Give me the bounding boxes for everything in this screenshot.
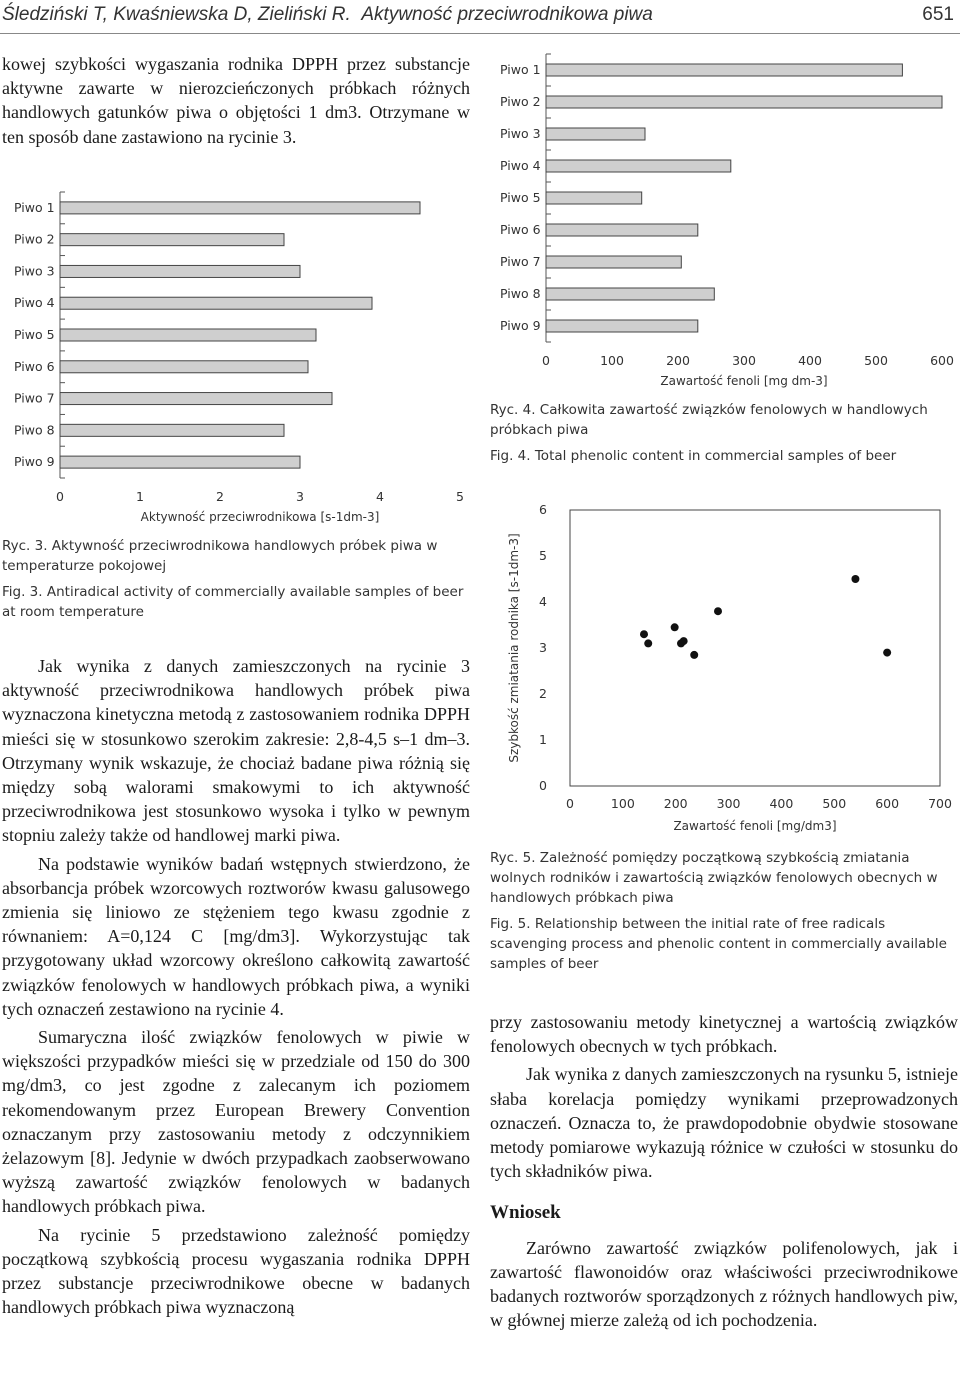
x-tick-label: 300	[716, 796, 741, 811]
bar	[60, 393, 332, 405]
category-label: Piwo 5	[14, 327, 55, 342]
header-rule	[0, 33, 960, 34]
x-tick-label: 700	[928, 796, 952, 811]
paragraph: Zarówno zawartość związków polifenolowych, jak i zawartość flawonoidów oraz właściwości przeciwrodnikowe badanych roztworów sporządzonych z różnych handlowych piw, w głównej mierze zależą od ich pochodzenia.	[490, 1237, 958, 1331]
x-axis-label: Aktywność przeciwrodnikowa [s-1dm-3]	[140, 510, 380, 524]
figure-4-bar-chart	[488, 52, 960, 397]
section-heading: Wniosek	[490, 1202, 561, 1224]
paragraph: Na rycinie 5 przedstawiono zależność pomiędzy początkową szybkością procesu wygaszania rodnika DPPH przez substancje przeciwrodnikowe obecne w badanych handlowych próbkach piwa wyznaczoną	[2, 1224, 470, 1318]
running-header	[0, 4, 960, 30]
y-axis-label: Szybkość zmiatania rodnika [s-1dm-3]	[507, 533, 521, 763]
y-tick-label: 3	[539, 640, 547, 655]
x-tick-label: 0	[566, 796, 574, 811]
x-axis-label: Zawartość fenoli [mg/dm3]	[673, 819, 837, 833]
data-point	[690, 651, 698, 659]
figure-5-caption-pl: Ryc. 5. Zależność pomiędzy początkową szybkością zmiatania wolnych rodników i zawartością związków fenolowych obecnych w handlowych próbkach piwa	[490, 850, 938, 906]
y-tick-label: 6	[539, 502, 547, 517]
x-tick-label: 100	[600, 353, 624, 368]
category-label: Piwo 3	[14, 263, 55, 279]
y-tick-label: 5	[539, 548, 547, 563]
bar	[546, 192, 642, 204]
category-label: Piwo 4	[14, 295, 55, 311]
bar	[546, 288, 714, 300]
category-label: Piwo 6	[500, 222, 541, 237]
figure-5-caption-en: Fig. 5. Relationship between the initial rate of free radicals scavenging process and phenolic content in commercially available samples of beer	[490, 916, 947, 972]
category-label: Piwo 9	[14, 454, 55, 470]
header-title: Aktywność przeciwrodnikowa piwa	[361, 4, 653, 25]
paragraph: Jak wynika z danych zamieszczonych na rycinie 3 aktywność przeciwrodnikowa handlowych próbek piwa wyznaczona kinetyczna metodą z zastosowaniem rodnika DPPH mieści się w stosunkowo szerokim zakresie: 2,8-4,5 s–1 dm–3. Otrzymany wynik wskazuje, że chociaż badane piwa różnią się między sobą walorami smakowymi to ich aktywność przeciwrodnikowa jest stosunkowo wysoka i tylko w pewnym stopniu zależy także od handlowej marki piwa.	[2, 656, 470, 846]
category-label: Piwo 2	[500, 94, 541, 109]
bar	[60, 234, 284, 246]
data-point	[883, 649, 891, 657]
data-point	[680, 637, 688, 645]
left-body-text	[2, 654, 470, 1319]
bar	[60, 424, 284, 436]
bar	[60, 329, 316, 341]
category-label: Piwo 5	[500, 190, 541, 205]
category-label: Piwo 8	[500, 286, 541, 301]
x-tick-label: 200	[666, 353, 690, 368]
paragraph: Sumaryczna ilość związków fenolowych w piwie w większości przypadków mieści się w przedziale od 150 do 300 mg/dm3, co jest zgodne z zalecanym ich poziomem rekomendowanym przez European Brewery Convention oznaczanym przy zastosowaniu metody z odczynnikiem żelazowym [8]. Jedynie w dwóch przypadkach zaobserwowano wyższą zawartość związków fenolowych w badanych handlowych próbkach piwa.	[2, 1027, 470, 1217]
bar	[546, 64, 902, 76]
bar	[546, 256, 681, 268]
y-tick-label: 0	[539, 778, 547, 793]
page-number: 651	[922, 4, 954, 25]
x-tick-label: 4	[376, 489, 384, 504]
category-label: Piwo 3	[500, 126, 541, 141]
figure-5-caption	[490, 848, 958, 980]
category-label: Piwo 6	[14, 358, 55, 374]
paragraph: przy zastosowaniu metody kinetycznej a wartością związków fenolowych obecnych w tych próbkach.	[490, 1012, 958, 1057]
bar	[60, 297, 372, 309]
data-point	[714, 607, 722, 615]
figure-3-caption-pl: Ryc. 3. Aktywność przeciwrodnikowa handlowych próbek piwa w temperaturze pokojowej	[2, 538, 438, 574]
bar	[60, 361, 308, 373]
bar	[546, 160, 731, 172]
y-tick-label: 2	[539, 686, 547, 701]
x-tick-label: 0	[56, 489, 64, 504]
x-axis-label: Zawartość fenoli [mg dm-3]	[660, 374, 828, 388]
category-label: Piwo 9	[500, 318, 541, 333]
x-tick-label: 500	[864, 353, 888, 368]
figure-3-caption	[2, 536, 470, 628]
bar	[60, 202, 420, 214]
paragraph: Na podstawie wyników badań wstępnych stwierdzono, że absorbancja próbek wzorcowych roztworów kwasu galusowego zmienia się liniowo ze stężeniem tego kwasu zgodnie z równaniem: A=0,124 C [mg/dm3]. Wykorzystując tak przygotowany układ wzorcowy określono całkowitą zawartość związków fenolowych w handlowych próbkach piwa, a wyniki tych oznaczeń zestawiono na rycinie 4.	[2, 853, 470, 1019]
x-tick-label: 5	[456, 489, 464, 504]
figure-4-caption-en: Fig. 4. Total phenolic content in commercial samples of beer	[490, 448, 897, 464]
running-header-authors-title	[2, 4, 653, 26]
figure-4-caption	[490, 400, 958, 472]
category-label: Piwo 1	[14, 199, 55, 215]
y-tick-label: 1	[539, 732, 547, 747]
x-tick-label: 300	[732, 353, 756, 368]
figure-3-caption-en: Fig. 3. Antiradical activity of commercially available samples of beer at room temperature	[2, 584, 464, 620]
x-tick-label: 2	[216, 489, 224, 504]
category-label: Piwo 4	[500, 158, 541, 173]
data-point	[671, 623, 679, 631]
y-tick-label: 4	[539, 594, 547, 609]
bar	[546, 128, 645, 140]
header-authors: Śledziński T, Kwaśniewska D, Zieliński R.	[2, 4, 351, 25]
category-label: Piwo 7	[14, 390, 55, 406]
data-point	[851, 575, 859, 583]
x-tick-label: 600	[930, 353, 954, 368]
bar	[546, 320, 698, 332]
x-tick-label: 3	[296, 489, 304, 504]
category-label: Piwo 8	[14, 422, 55, 438]
right-body-text	[490, 1010, 958, 1332]
figure-4-caption-pl: Ryc. 4. Całkowita zawartość związków fenolowych w handlowych próbkach piwa	[490, 402, 928, 438]
bar	[546, 224, 698, 236]
x-tick-label: 600	[875, 796, 900, 811]
bar	[60, 456, 300, 468]
x-tick-label: 200	[663, 796, 688, 811]
x-tick-label: 400	[798, 353, 822, 368]
x-tick-label: 1	[136, 489, 144, 504]
data-point	[640, 630, 648, 638]
left-top-paragraph	[2, 52, 470, 149]
paragraph: kowej szybkości wygaszania rodnika DPPH przez substancje aktywne zawarte w nierozcieńczonych próbkach różnych handlowych gatunków piwa o objętości 1 dm3. Otrzymane w ten sposób dane zastawiono na rycinie 3.	[2, 54, 470, 147]
data-point	[644, 639, 652, 647]
x-tick-label: 500	[822, 796, 847, 811]
x-tick-label: 0	[542, 353, 550, 368]
bar	[546, 96, 942, 108]
figure-5-scatter-chart	[488, 488, 960, 838]
category-label: Piwo 2	[14, 231, 55, 247]
x-tick-label: 400	[769, 796, 794, 811]
category-label: Piwo 1	[500, 62, 541, 77]
category-label: Piwo 7	[500, 254, 541, 269]
bar	[60, 265, 300, 277]
paragraph: Jak wynika z danych zamieszczonych na rysunku 5, istnieje słaba korelacja pomiędzy wynikami przeprowadzonych oznaczeń. Oznacza to, że prawdopodobnie obydwie stosowane metody pomiarowe wykazują różnice w czułości w stosunku do tych składników piwa.	[490, 1064, 958, 1182]
x-tick-label: 100	[610, 796, 635, 811]
plot-frame	[570, 510, 940, 786]
figure-3-bar-chart	[0, 190, 480, 530]
